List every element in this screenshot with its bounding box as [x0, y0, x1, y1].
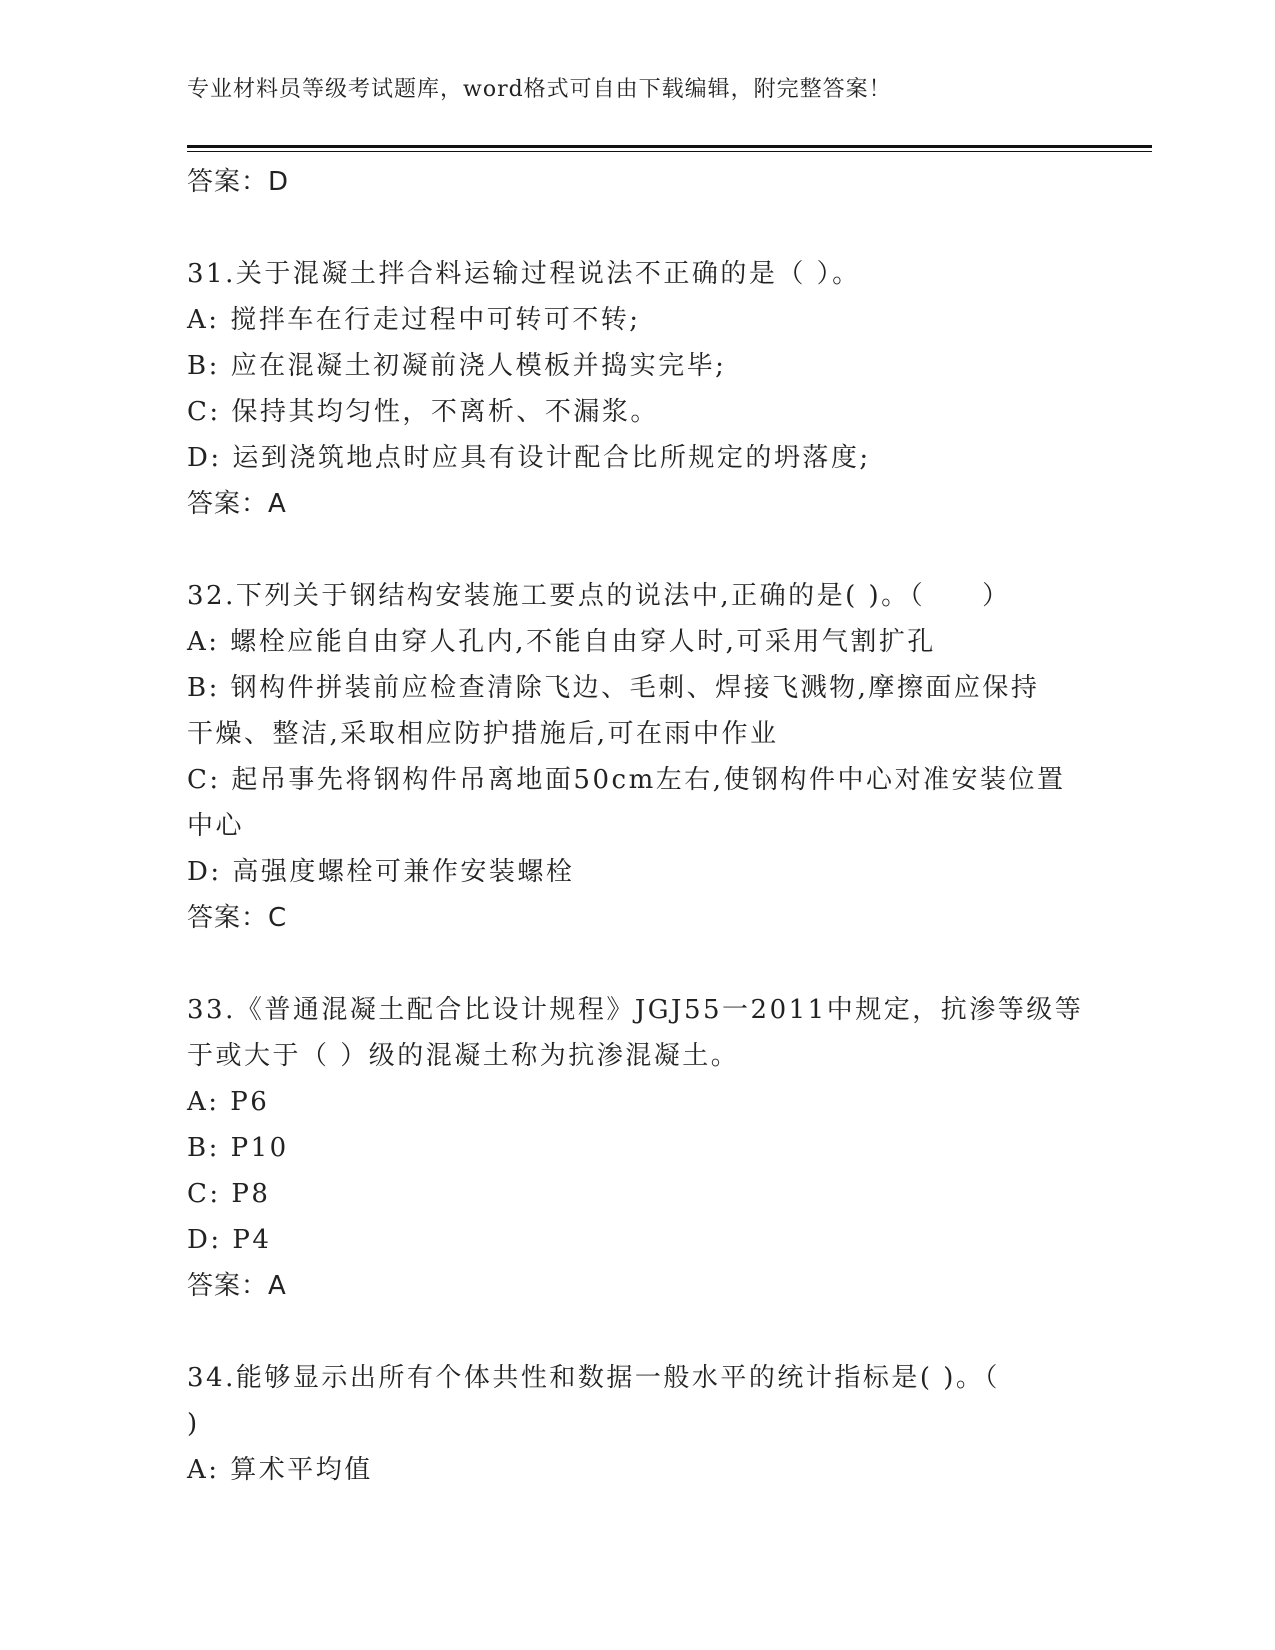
question-list [187, 159, 1087, 1493]
question-stem-continued: 于或大于（ ）级的混凝土称为抗渗混凝土。 [187, 1041, 740, 1071]
question-stem: 32.下列关于钢结构安装施工要点的说法中,正确的是( )。（ ） [187, 581, 1011, 611]
option-a: A: 搅拌车在行走过程中可转可不转; [187, 305, 641, 335]
question-stem: 34.能够显示出所有个体共性和数据一般水平的统计指标是( )。（ [187, 1363, 1000, 1393]
question-34 [187, 1355, 1087, 1493]
option-a: A: 算术平均值 [187, 1455, 373, 1485]
option-c: C: 保持其均匀性，不离析、不漏浆。 [187, 397, 659, 427]
option-b-continued: 干燥、整洁,采取相应防护措施后,可在雨中作业 [187, 719, 779, 749]
option-c-continued: 中心 [187, 811, 245, 841]
previous-answer: 答案：D [187, 167, 290, 197]
option-b: B: 钢构件拼装前应检查清除飞边、毛刺、焊接飞溅物,摩擦面应保持 [187, 673, 1040, 703]
option-d: D: 高强度螺栓可兼作安装螺栓 [187, 857, 575, 887]
answer: 答案：A [187, 1271, 287, 1301]
page-header: 专业材料员等级考试题库，word格式可自由下载编辑，附完整答案！ [187, 77, 892, 102]
option-a: A: P6 [187, 1087, 270, 1117]
question-32 [187, 573, 1087, 941]
question-stem-continued: ) [187, 1409, 200, 1439]
question-stem: 31.关于混凝土拌合料运输过程说法不正确的是（ ）。 [187, 259, 861, 289]
header-rule-thin [187, 151, 1152, 152]
question-stem: 33.《普通混凝土配合比设计规程》JGJ55一2011中规定，抗渗等级等 [187, 995, 1084, 1025]
question-31 [187, 251, 1087, 527]
answer: 答案：C [187, 903, 288, 933]
header-rule-thick [187, 145, 1152, 148]
option-c: C: 起吊事先将钢构件吊离地面50cm左右,使钢构件中心对准安装位置 [187, 765, 1066, 795]
option-d: D: P4 [187, 1225, 272, 1255]
answer: 答案：A [187, 489, 287, 519]
option-c: C: P8 [187, 1179, 271, 1209]
question-33 [187, 987, 1087, 1309]
option-a: A: 螺栓应能自由穿人孔内,不能自由穿人时,可采用气割扩孔 [187, 627, 936, 657]
option-b: B: P10 [187, 1133, 289, 1163]
option-d: D: 运到浇筑地点时应具有设计配合比所规定的坍落度; [187, 443, 871, 473]
option-b: B: 应在混凝土初凝前浇人模板并捣实完毕; [187, 351, 727, 381]
